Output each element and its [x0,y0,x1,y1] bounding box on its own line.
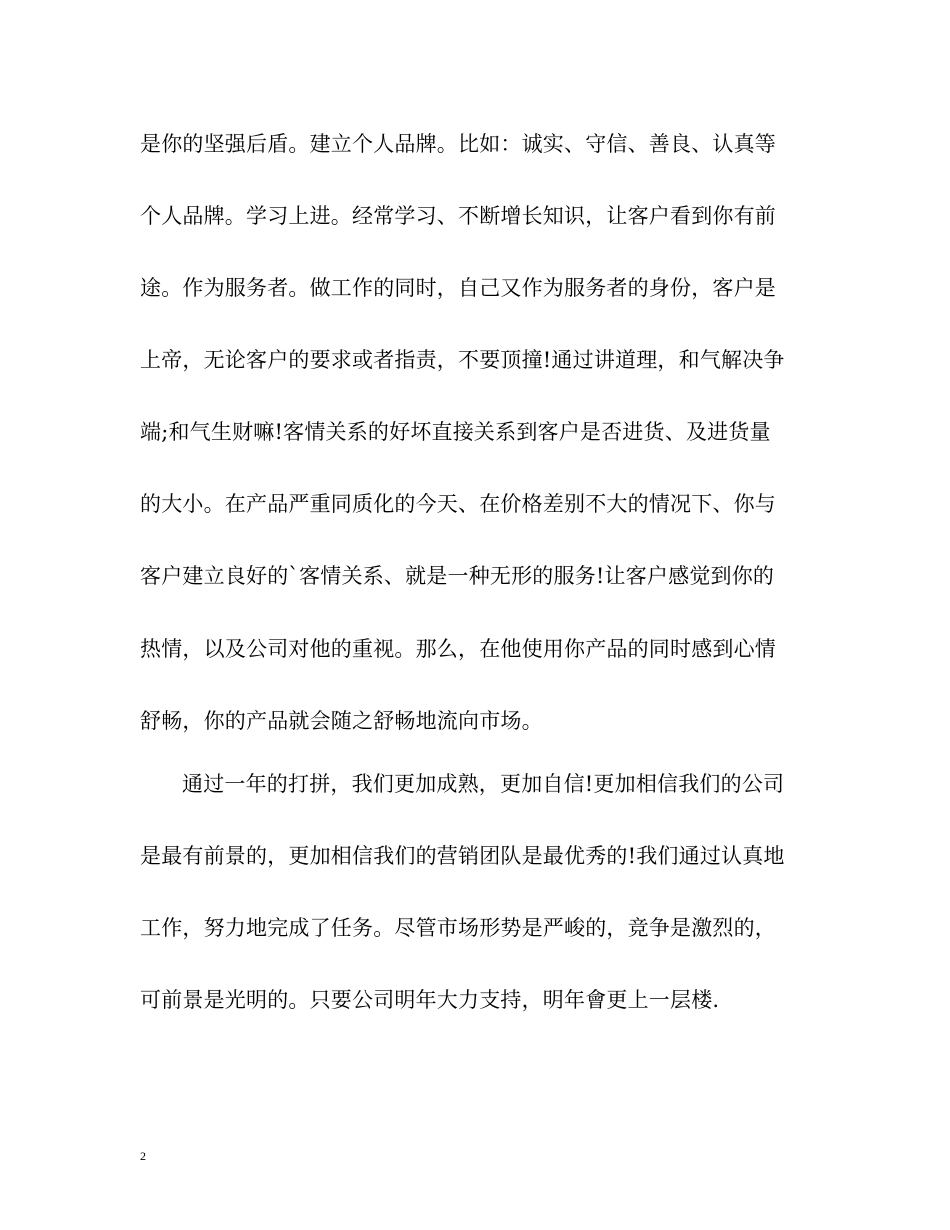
text-line: 上帝，无论客户的要求或者指责，不要顶撞!通过讲道理，和气解决争 [140,348,785,372]
paragraph-first-line: 通过一年的打拼，我们更加成熟，更加自信!更加相信我们的公司 [182,772,785,796]
page-number: 2 [140,1149,146,1163]
text-line: 端;和气生财嘛!客情关系的好坏直接关系到客户是否进货、及进货量 [140,420,771,444]
text-line: 舒畅，你的产品就会随之舒畅地流向市场。 [140,709,543,733]
text-line: 是你的坚强后盾。建立个人品牌。比如：诚实、守信、善良、认真等 [140,132,776,156]
text-line: 客户建立良好的`客情关系、就是一种无形的服务!让客户感觉到你的 [140,564,775,588]
text-line: 个人品牌。学习上进。经常学习、不断增长知识，让客户看到你有前 [140,204,776,228]
text-line: 热情，以及公司对他的重视。那么，在他使用你产品的同时感到心情 [140,637,776,661]
text-line: 可前景是光明的。只要公司明年大力支持，明年會更上一层楼. [140,988,720,1012]
text-line: 途。作为服务者。做工作的同时，自己又作为服务者的身份，客户是 [140,276,776,300]
text-line: 的大小。在产品严重同质化的今天、在价格差别不大的情况下、你与 [140,492,776,516]
text-line: 工作，努力地完成了任务。尽管市场形势是严峻的，竞争是激烈的， [140,916,776,940]
text-line: 是最有前景的，更加相信我们的营销团队是最优秀的!我们通过认真地 [140,844,785,868]
